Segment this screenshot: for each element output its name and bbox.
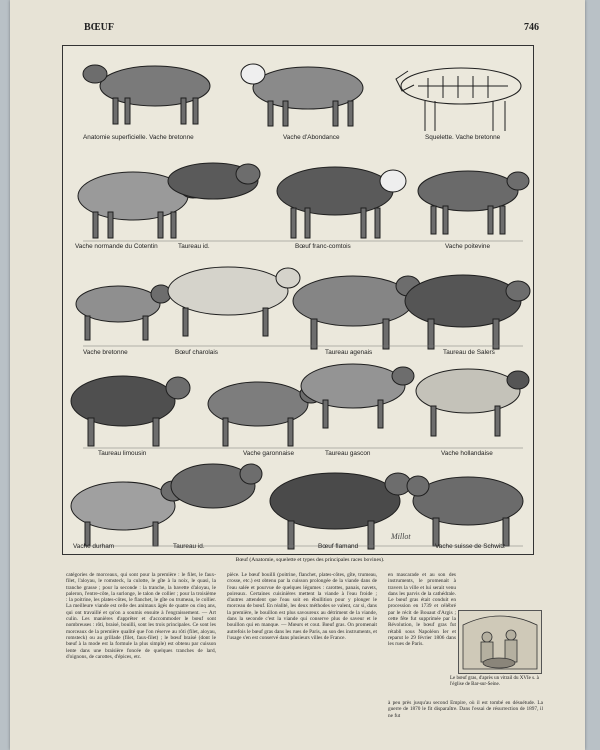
abondance-cow-figure: [241, 64, 363, 126]
caption-poitevine: Vache poitevine: [445, 243, 491, 250]
caption-gascon: Taureau gascon: [325, 450, 371, 457]
durham-bull-figure: [171, 464, 262, 508]
caption-salers: Taureau de Salers: [443, 349, 495, 356]
agenais-bull-figure: [293, 276, 420, 349]
caption-skeleton: Squelette. Vache bretonne: [425, 134, 501, 141]
caption-garonnaise: Vache garonnaise: [243, 450, 295, 457]
limousin-bull-figure: [71, 376, 190, 446]
anatomy-cow-figure: [83, 65, 210, 124]
caption-abondance: Vache d'Abondance: [283, 134, 340, 141]
caption-limousin: Taureau limousin: [98, 450, 147, 457]
caption-agenais: Taureau agenais: [325, 349, 373, 356]
caption-durham-bull: Taureau id.: [173, 543, 205, 550]
charolais-ox-figure: [168, 267, 300, 336]
text-column-2: pièce. Le bœuf bouilli (poitrine, flanchet, plates-côtes, gîte, trumeau, crosse, etc.) est obtenu par la cuisson prolongée de la viande dans de l'eau salée et pourvue de quelques légumes : carottes, panais, navets, poireaux. Certaines cuisinières mettent la viande à l'eau froide ; d'autres attendent que l'eau soit en ébullition pour y plonger le morceau de bœuf. En réalité, les deux méthodes se valent, car si, dans la première, le bouillon est plus savoureux au détriment de la viande, dans la seconde c'est la viande qui conserve plus de saveur et le bouillon qui en manque. — Mœurs et cout. Bœuf gras. On promenait autrefois le bœuf gras dans les rues de Paris, au son des instruments, et l'usage s'en est conservé dans plusieurs villes de France.: [227, 572, 377, 641]
artist-signature: Millot: [391, 532, 411, 541]
page-header-title: BŒUF: [84, 22, 114, 33]
franc-comtois-ox-figure: [277, 167, 406, 238]
plate-caption: Bœuf (Anatomie, squelette et types des principales races bovines).: [235, 557, 385, 563]
caption-franc-comtois: Bœuf franc-comtois: [295, 243, 351, 250]
caption-flamand: Bœuf flamand: [318, 543, 359, 550]
skeleton-cow-figure: [396, 68, 521, 131]
page-number: 746: [524, 22, 539, 33]
text-column-3-tail: à peu près jusqu'au second Empire, où il est tombé en désuétude. La guerre de 1870 le fit disparaître. Dans l'essai de résurrection de 1897, il ne fut: [388, 700, 543, 719]
caption-normande-bull: Taureau id.: [178, 243, 210, 250]
caption-hollandaise: Vache hollandaise: [441, 450, 493, 457]
stained-glass-drawing: [459, 611, 541, 673]
text-column-1: catégories de morceaux, qui sont pour la première : le filet, le faux-filet, l'aloyau, le romsteck, la culotte, le gîte à la noix, le quasi, la tranche grasse ; pour la seconde : la tranche, la bavette d'aloyau, le paleron, l'entre-côte, la surlonge, le talon de collier ; pour la troisième : la poitrine, les plates-côtes, le flanchet, le gîte ou trumeau, le collier. La meilleure viande est celle des animaux âgés de quatre ou cinq ans, qui ont travaillé et qu'on a soumis ensuite à l'engraissement. — Art culin. Les manières d'apprêter et d'accommoder le bœuf sont nombreuses : rôti, braisé, bouilli, sont les trois principales. Ce sont les morceaux de la première qualité que l'on réserve au rôti (filet, aloyau, romsteck) ou au grillade (filet, faux-filet) ; le bœuf braisé (dont le bœuf à la mode est la formule la plus simple) est obtenu par cuisson lente dans une braisière foncée de quelques tranches de lard, d'oignons, de carottes, d'épices, etc.: [66, 572, 216, 660]
schwitz-cow-figure: [407, 476, 523, 546]
poitevine-cow-figure: [418, 171, 529, 234]
caption-charolais: Bœuf charolais: [175, 349, 218, 356]
bretonne-cow-figure: [76, 285, 171, 340]
caption-normande-cow: Vache normande du Cotentin: [75, 243, 158, 250]
normande-bull-figure: [168, 163, 260, 199]
caption-anatomy: Anatomie superficielle. Vache bretonne: [83, 134, 194, 141]
caption-durham-cow: Vache durham: [73, 543, 115, 550]
durham-cow-figure: [71, 481, 185, 546]
hollandaise-cow-figure: [416, 369, 529, 436]
caption-bretonne: Vache bretonne: [83, 349, 128, 356]
caption-schwitz: Vache suisse de Schwitz: [435, 543, 506, 550]
stained-glass-illustration: [458, 610, 542, 674]
stained-glass-caption: Le bœuf gras, d'après un vitrail du XVIe s. à l'église de Bar-sur-Seine.: [450, 676, 539, 687]
illustration-plate: [62, 45, 534, 555]
flamand-ox-figure: [270, 473, 411, 549]
salers-bull-figure: [405, 275, 530, 349]
gascon-bull-figure: [301, 364, 414, 428]
cattle-engravings: [63, 46, 533, 554]
text-column-3: en mascarade et au son des instruments, le promenait à travers la ville et lui serait venu dans les parvis de la cathédrale. Le bœuf gras était conduit en procession en 1739 et célébré par le récit de Bouaut d'Argis ; cette fête fut supprimée par la Révolution, le bœuf gras fut rétabli sous Napoléon Ier et reparut le 29 février 1806 dans les rues de Paris.: [388, 572, 456, 648]
